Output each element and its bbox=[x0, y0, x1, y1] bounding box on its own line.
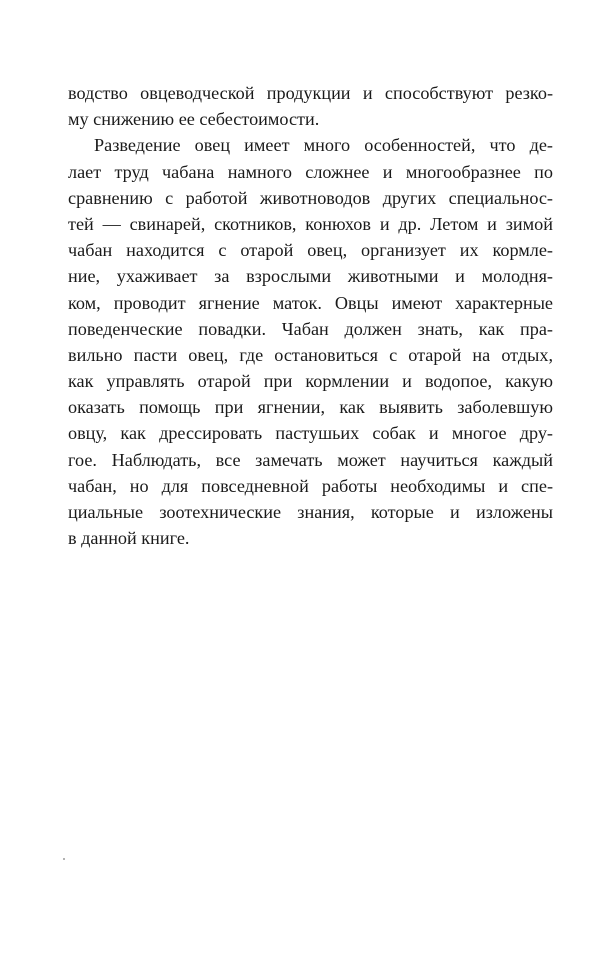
text-line: гое. Наблюдать, все замечать может научиться каждый bbox=[68, 449, 553, 470]
text-line: ние, ухаживает за взрослыми животными и молодня- bbox=[68, 266, 553, 287]
text-line: тей — свинарей, скотников, конюхов и др. Летом и зимой bbox=[68, 213, 553, 234]
text-line: чабан, но для повседневной работы необходимы и спе- bbox=[68, 475, 553, 496]
body-text bbox=[68, 80, 553, 551]
scan-speck bbox=[63, 858, 65, 860]
text-line: как управлять отарой при кормлении и водопое, какую bbox=[68, 371, 553, 392]
text-line: чабан находится с отарой овец, организует их кормле- bbox=[68, 240, 553, 261]
text-line: сравнению с работой животноводов других специальнос- bbox=[68, 187, 553, 208]
text-line: в данной книге. bbox=[68, 528, 190, 549]
text-line: Разведение овец имеет много особенностей, что де- bbox=[94, 135, 553, 156]
text-line: циальные зоотехнические знания, которые и изложены bbox=[68, 502, 553, 522]
text-line: вильно пасти овец, где остановиться с отарой на отдых, bbox=[68, 344, 553, 365]
text-line: водство овцеводческой продукции и способствуют резко- bbox=[68, 83, 553, 103]
text-line: ком, проводит ягнение маток. Овцы имеют характерные bbox=[68, 292, 553, 313]
text-line: овцу, как дрессировать пастушьих собак и многое дру- bbox=[68, 423, 553, 444]
text-line: оказать помощь при ягнении, как выявить заболевшую bbox=[68, 397, 553, 418]
text-line: му снижению ее себестоимости. bbox=[68, 109, 320, 130]
text-line: лает труд чабана намного сложнее и многообразнее по bbox=[68, 161, 553, 182]
text-line: поведенческие повадки. Чабан должен знать, как пра- bbox=[68, 318, 553, 339]
